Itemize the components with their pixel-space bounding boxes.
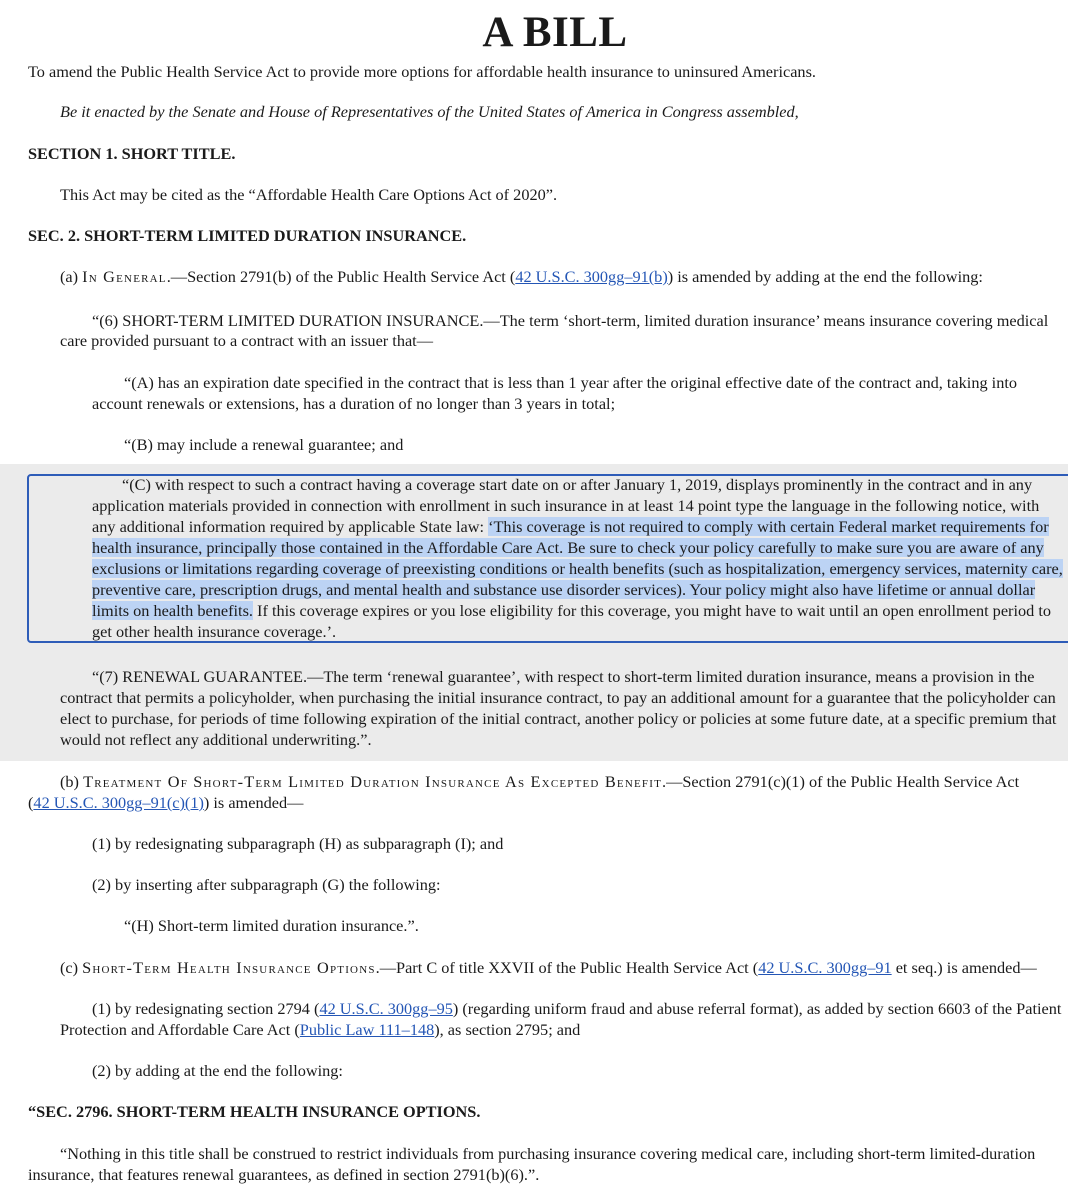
subparagraph-c-text-end: If this coverage expires or you lose eligibility for this coverage, you might have to wait until an open enrollment period to get other health insurance coverage.’. xyxy=(92,601,1052,641)
item1-text-end: ) (regarding uniform fraud and abuse referral format), as added by section 6603 of the Patient xyxy=(452,999,1062,1018)
subsection-b-text-end: ) is amended— xyxy=(203,793,304,812)
subsection-b-text: .—Section 2791(c)(1) of the Public Health Service Act xyxy=(662,772,1020,791)
subsection-b-caption: Treatment Of Short-Term Limited Duration Insurance As Excepted Benefit xyxy=(83,772,662,791)
public-law-link-111-148[interactable]: Public Law 111–148 xyxy=(299,1020,435,1039)
item1-line2-text-end: ), as section 2795; and xyxy=(434,1020,581,1039)
item1-text: (1) by redesignating section 2794 ( xyxy=(92,999,320,1018)
sec2796-line2: insurance, that features renewal guarantees, as defined in section 2791(b)(6).”. xyxy=(28,1165,540,1184)
paragraph-7-line4: would not reflect any additional underwriting.”. xyxy=(60,730,372,749)
subparagraph-a-line2: account renewals or extensions, has a duration of no longer than 3 years in total; xyxy=(92,394,616,413)
paragraph-7-line3: elect to purchase, for periods of time following expiration of the initial contract, another policy or policies at some future date, at a specific premium that xyxy=(60,709,1057,728)
item1-line2-text: Protection and Affordable Care Act ( xyxy=(60,1020,300,1039)
subsection-c-item2: (2) by adding at the end the following: xyxy=(92,1061,343,1080)
bill-purpose: To amend the Public Health Service Act to provide more options for affordable health insurance to uninsured Americans. xyxy=(28,62,816,81)
subsection-c-text: .—Part C of title XXVII of the Public Health Service Act ( xyxy=(375,958,759,977)
subparagraph-a-line1: “(A) has an expiration date specified in the contract that is less than 1 year after the original effective date of the contract and, taking into xyxy=(124,373,1018,392)
subsection-a-text: .—Section 2791(b) of the Public Health Service Act ( xyxy=(166,267,516,286)
subsection-a xyxy=(60,266,983,287)
subsection-c-label: (c) xyxy=(60,958,83,977)
sec2796-heading: “SEC. 2796. SHORT-TERM HEALTH INSURANCE OPTIONS. xyxy=(28,1102,481,1121)
sec2796-line1: “Nothing in this title shall be construed to restrict individuals from purchasing insurance covering medical care, including short-term limited-duration xyxy=(60,1144,1036,1163)
paragraph-7-line1: “(7) RENEWAL GUARANTEE.—The term ‘renewal guarantee’, with respect to short-term limited duration insurance, means a provision in the xyxy=(92,667,1035,686)
open-paren: ( xyxy=(28,793,34,812)
subparagraph-b: “(B) may include a renewal guarantee; and xyxy=(124,435,404,454)
subsection-a-text-end: ) is amended by adding at the end the following: xyxy=(667,267,983,286)
enacting-clause: Be it enacted by the Senate and House of Representatives of the United States of America in Congress assembled, xyxy=(60,102,799,121)
paragraph-7-line2: contract that permits a policyholder, when purchasing the initial insurance contract, to pay an additional amount for a guarantee that the policyholder can xyxy=(60,688,1056,707)
usc-link-300gg-95[interactable]: 42 U.S.C. 300gg–95 xyxy=(319,999,453,1018)
usc-link-300gg-91c1[interactable]: 42 U.S.C. 300gg–91(c)(1) xyxy=(33,793,204,812)
subsection-b-item1: (1) by redesignating subparagraph (H) as subparagraph (I); and xyxy=(92,834,504,853)
usc-link-300gg-91b[interactable]: 42 U.S.C. 300gg–91(b) xyxy=(515,267,668,286)
subsection-b-item2: (2) by inserting after subparagraph (G) the following: xyxy=(92,875,441,894)
section1-heading: SECTION 1. SHORT TITLE. xyxy=(28,144,236,163)
focus-outline xyxy=(27,474,1068,643)
paragraph-6-line2: care provided pursuant to a contract with an issuer that— xyxy=(60,331,433,350)
subsection-c-caption: Short-Term Health Insurance Options xyxy=(82,958,376,977)
subsection-c-text-end: et seq.) is amended— xyxy=(891,958,1037,977)
subparagraph-c-text: “(C) with respect to such a contract having a coverage start date on or after January 1, 2019, displays prominently in the contract and in any application materials provided in connection with enrollment in such insurance in at least 14 point type the language in the following notice, with any additional information required by applicable State law: xyxy=(92,475,1040,536)
subsection-c-item1-line2 xyxy=(60,1019,580,1040)
subsection-b-quoted: “(H) Short-term limited duration insurance.”. xyxy=(124,916,419,935)
subsection-b-line2 xyxy=(28,792,303,813)
subsection-b-label: (b) xyxy=(60,772,84,791)
subsection-b-line1 xyxy=(60,771,1019,792)
subsection-c-item1-line1 xyxy=(92,998,1061,1019)
paragraph-6-line1: “(6) SHORT-TERM LIMITED DURATION INSURANCE.—The term ‘short-term, limited duration insurance’ means insurance covering medical xyxy=(92,311,1049,330)
subsection-a-label: (a) xyxy=(60,267,83,286)
usc-link-300gg-91[interactable]: 42 U.S.C. 300gg–91 xyxy=(758,958,892,977)
subsection-c xyxy=(60,957,1037,978)
bill-title: A BILL xyxy=(482,9,628,56)
section1-text: This Act may be cited as the “Affordable Health Care Options Act of 2020”. xyxy=(60,185,558,204)
section2-heading: SEC. 2. SHORT-TERM LIMITED DURATION INSURANCE. xyxy=(28,226,467,245)
subsection-a-caption: In General xyxy=(82,267,167,286)
highlighted-text-selection[interactable]: ‘This coverage is not required to comply with certain Federal market requirements for health insurance, principally those contained in the Affordable Care Act. Be sure to check your policy carefully to make sure you are aware of any exclusions or limitations regarding coverage of preexisting conditions or health benefits (such as hospitalization, emergency services, maternity care, preventive care, prescription drugs, and mental health and substance use disorder services). Your policy might also have lifetime or annual dollar limits on health benefits. xyxy=(92,517,1063,620)
